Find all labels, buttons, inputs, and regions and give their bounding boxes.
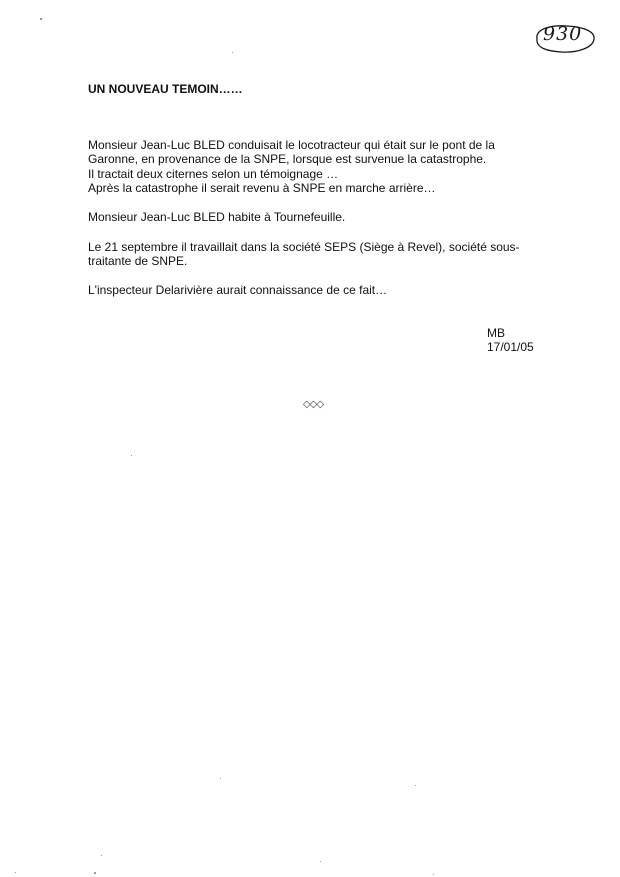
scan-speck bbox=[320, 861, 321, 862]
text-line: Il tractait deux citernes selon un témoignage … bbox=[88, 166, 339, 181]
signature-date: 17/01/05 bbox=[487, 340, 534, 355]
text-line: traitante de SNPE. bbox=[88, 254, 188, 269]
scan-speck bbox=[433, 874, 434, 875]
signature-block bbox=[487, 326, 534, 355]
section-divider: ◇◇◇ bbox=[302, 399, 324, 410]
document-title: UN NOUVEAU TEMOIN…… bbox=[88, 82, 243, 96]
page-number: 930 bbox=[543, 23, 583, 45]
text-line: L'inspecteur Delarivière aurait connaissance de ce fait… bbox=[88, 283, 388, 297]
scan-speck bbox=[40, 18, 42, 20]
scan-speck bbox=[101, 855, 102, 856]
paragraph-inspector bbox=[88, 283, 548, 297]
signature-initials: MB bbox=[487, 326, 505, 340]
text-line: Garonne, en provenance de la SNPE, lorsque est survenue la catastrophe. bbox=[88, 152, 487, 167]
paragraph-testimony bbox=[88, 138, 548, 195]
scan-speck bbox=[131, 455, 132, 456]
scan-speck bbox=[415, 785, 416, 786]
scan-speck bbox=[94, 872, 96, 874]
scan-speck bbox=[220, 778, 221, 779]
text-line: Monsieur Jean-Luc BLED conduisait le locotracteur qui était sur le pont de la bbox=[88, 138, 495, 152]
scan-speck bbox=[232, 52, 233, 53]
paragraph-employment bbox=[88, 240, 548, 269]
text-line: Après la catastrophe il serait revenu à SNPE en marche arrière… bbox=[88, 180, 436, 195]
text-line: Monsieur Jean-Luc BLED habite à Tournefeuille. bbox=[88, 210, 346, 224]
scan-speck bbox=[15, 872, 16, 873]
text-line: Le 21 septembre il travaillait dans la société SEPS (Siège à Revel), société sous- bbox=[88, 240, 520, 254]
paragraph-residence bbox=[88, 210, 548, 224]
